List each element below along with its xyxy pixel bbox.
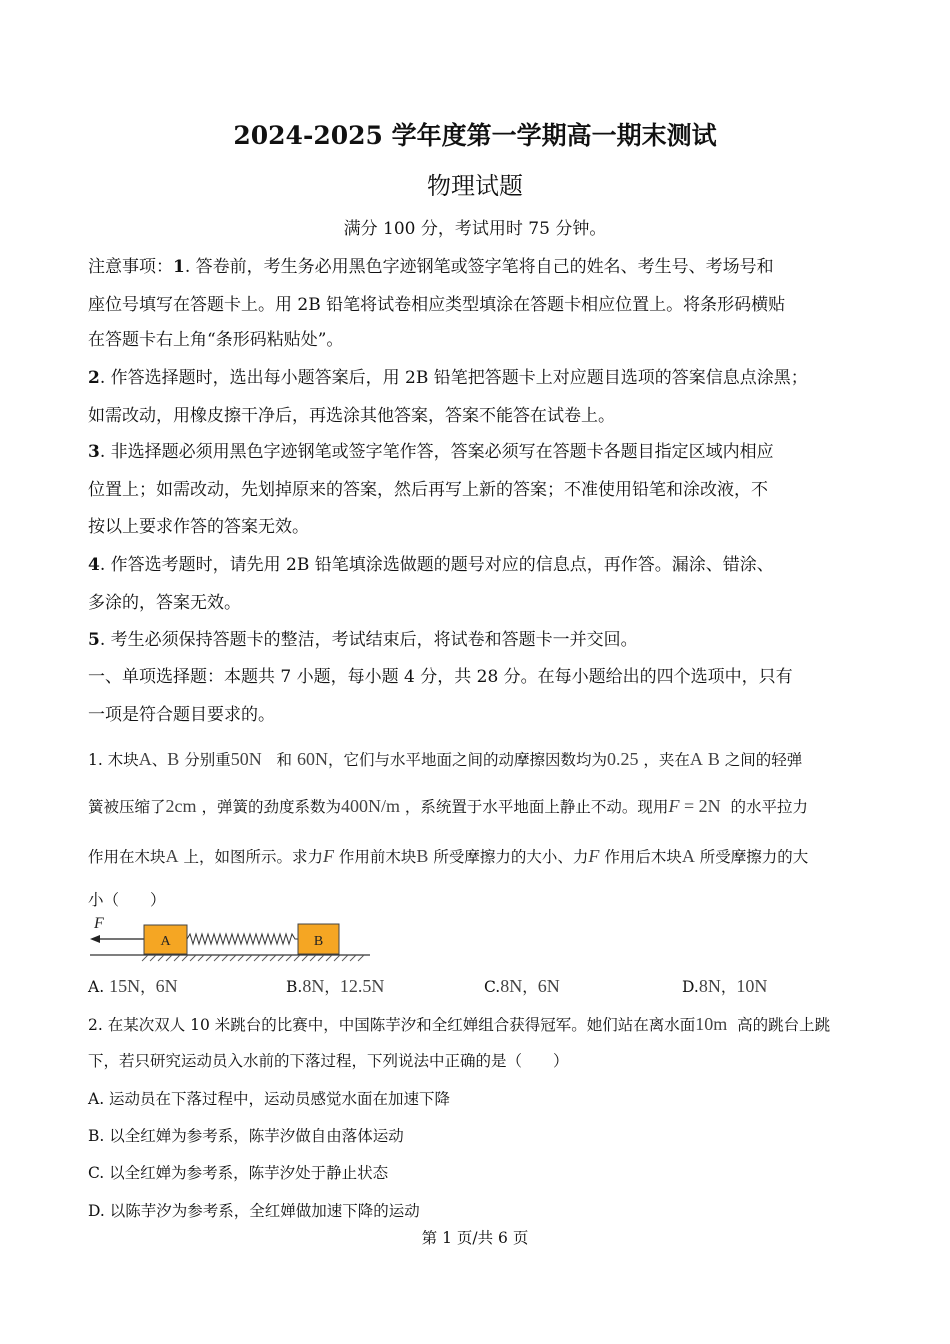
notice-line-2: 座位号填写在答题卡上。用 2B 铅笔将试卷相应类型填涂在答题卡相应位置上。将条形码横贴 [88, 295, 786, 315]
notice-line-5: 如需改动，用橡皮擦干净后，再选涂其他答案，答案不能答在试卷上。 [88, 406, 615, 426]
q1-line-2: 簧被压缩了2cm ，弹簧的劲度系数为400N/m ，系统置于水平地面上静止不动。现用F = 2N 的水平拉力 [88, 796, 808, 816]
notice-line-10: 多涂的，答案无效。 [88, 593, 241, 613]
q2-option-b: B. 以全红婵为参考系，陈芋汐做自由落体运动 [88, 1127, 404, 1145]
q1-option-d: D.8N，10N [682, 976, 768, 996]
force-arrowhead [90, 935, 100, 943]
notice-line-4: 2. 作答选择题时，选出每小题答案后，用 2B 铅笔把答题卡上对应题目选项的答案信息点涂黑； [88, 368, 808, 388]
spring [187, 934, 298, 944]
q1-option-a: A. 15N，6N [88, 976, 178, 996]
notice-line-9: 4. 作答选考题时，请先用 2B 铅笔填涂选做题的题号对应的信息点，再作答。漏涂、错涂、 [88, 555, 774, 575]
q1-line-1: 1. 木块A、B 分别重50N 和 60N，它们与水平地面之间的动摩擦因数均为0.25 ，夹在A B 之间的轻弹 [88, 749, 803, 769]
section-heading-line-1: 一、单项选择题：本题共 7 小题，每小题 4 分，共 28 分。在每小题给出的四个选项中，只有 [88, 667, 793, 687]
q2-line-1: 2. 在某次双人 10 米跳台的比赛中，中国陈芋汐和全红婵组合获得冠军。她们站在离水面10m 高的跳台上跳 [88, 1014, 831, 1034]
notice-line-6: 3. 非选择题必须用黑色字迹钢笔或签字笔作答，答案必须写在答题卡各题目指定区域内相应 [88, 442, 774, 462]
notice-line-7: 位置上；如需改动，先划掉原来的答案，然后再写上新的答案；不准使用铅笔和涂改液，不 [88, 480, 768, 500]
section-heading-line-2: 一项是符合题目要求的。 [88, 705, 275, 725]
notice-line-1: 注意事项：1. 答卷前，考生务必用黑色字迹钢笔或签字笔将自己的姓名、考生号、考场号和 [88, 257, 774, 277]
exam-info: 满分 100 分，考试用时 75 分钟。 [343, 219, 607, 239]
notice-line-8: 按以上要求作答的答案无效。 [88, 517, 309, 537]
force-label: F [94, 915, 104, 932]
q1-figure [88, 912, 378, 970]
exam-title: 2024-2025 学年度第一学期高一期末测试 [233, 121, 717, 150]
q2-option-a: A. 运动员在下落过程中，运动员感觉水面在加速下降 [88, 1090, 451, 1108]
q2-option-c: C. 以全红婵为参考系，陈芋汐处于静止状态 [88, 1164, 389, 1182]
q2-option-d: D. 以陈芋汐为参考系，全红婵做加速下降的运动 [88, 1202, 420, 1220]
exam-subtitle: 物理试题 [427, 172, 523, 200]
page-footer: 第 1 页/共 6 页 [421, 1229, 529, 1247]
block-a-label: A [160, 934, 171, 949]
notice-line-3: 在答题卡右上角“条形码粘贴处”。 [88, 330, 344, 350]
q2-line-2: 下，若只研究运动员入水前的下落过程，下列说法中正确的是（ ） [88, 1052, 569, 1070]
q1-line-3: 作用在木块A 上，如图所示。求力F 作用前木块B 所受摩擦力的大小、力F 作用后木块A 所受摩擦力的大 [88, 846, 809, 866]
ground-hatch [142, 955, 364, 961]
block-b-label: B [313, 934, 324, 949]
notice-line-11: 5. 考生必须保持答题卡的整洁，考试结束后，将试卷和答题卡一并交回。 [88, 630, 638, 650]
q1-option-c: C.8N，6N [484, 976, 560, 996]
q1-line-4: 小（ ） [88, 891, 166, 909]
q1-option-b: B.8N，12.5N [286, 976, 385, 996]
